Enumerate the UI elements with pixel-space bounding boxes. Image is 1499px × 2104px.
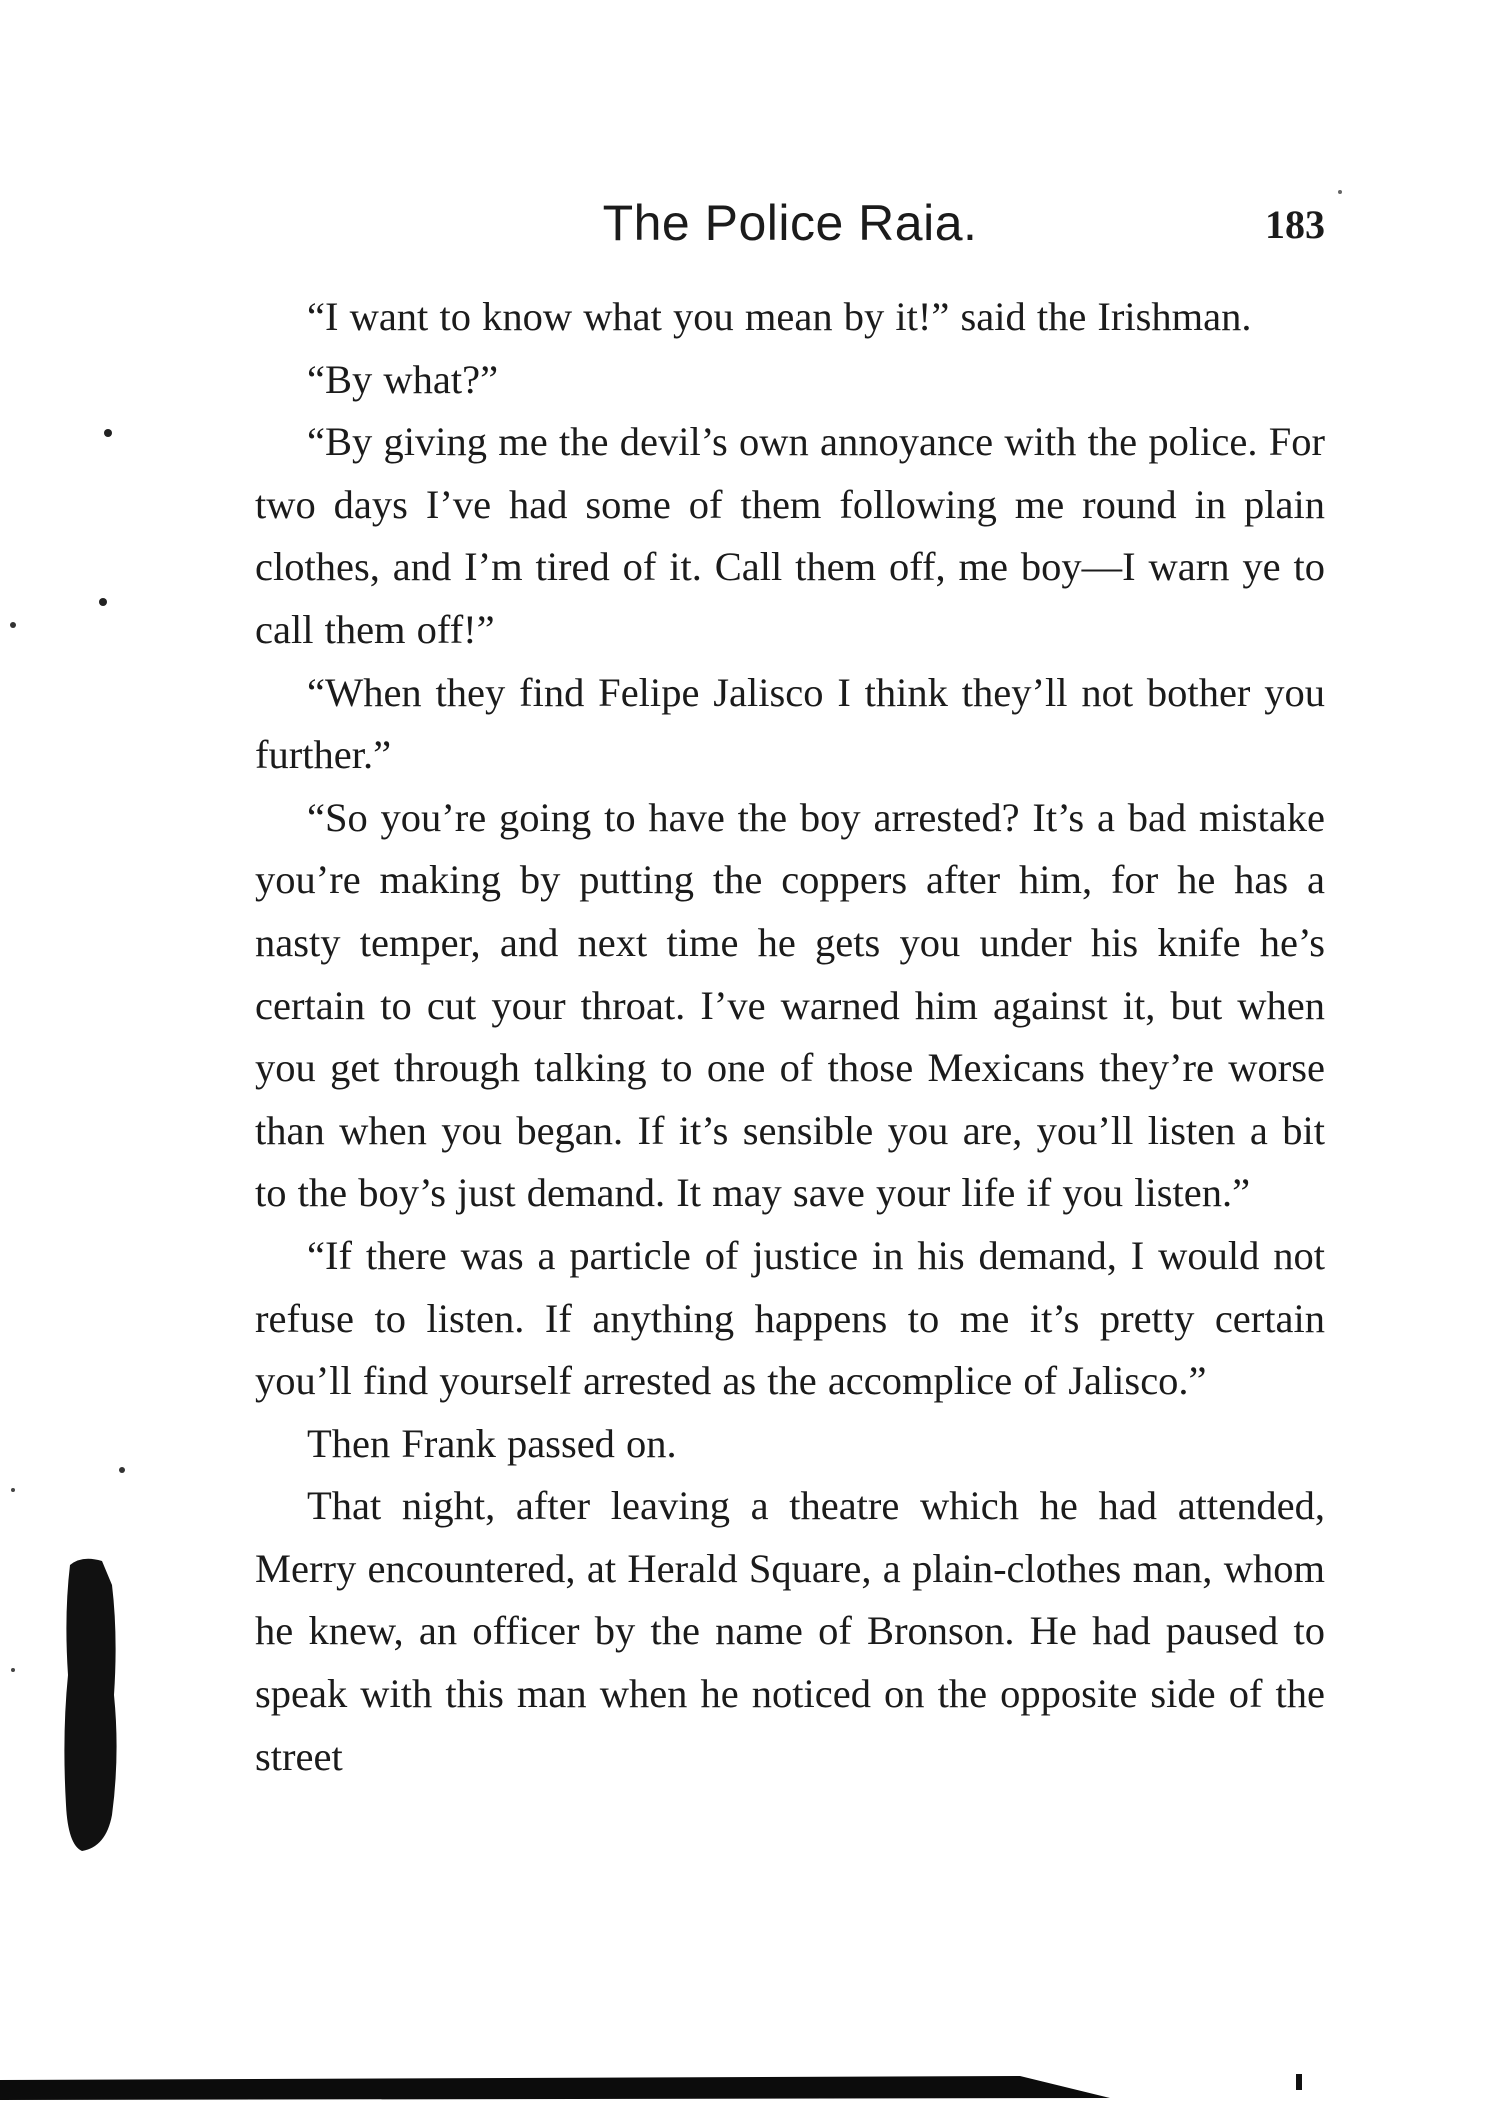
body-text xyxy=(255,286,1325,1788)
binding-shadow xyxy=(62,1555,120,1855)
paragraph: Then Frank passed on. xyxy=(307,1420,677,1466)
paragraph: “If there was a particle of justice in his demand, I would not refuse to listen. If anything happens to me it’s pretty certain you’ll find yourself arrested as the accomplice of Jalisco.” xyxy=(255,1232,1325,1404)
paragraph: “By giving me the devil’s own annoyance with the police. For two days I’ve had some of them following me round in plain clothes, and I’m tired of it. Call them off, me boy—I warn ye to call them off!” xyxy=(255,419,1325,652)
paragraph: That night, after leaving a theatre which he had attended, Merry encountered, at Herald Square, a plain-clothes man, whom he knew, an officer by the name of Bronson. He had paused to speak with this man when he noticed on the opposite side of the street xyxy=(255,1483,1325,1779)
running-head xyxy=(255,188,1325,258)
scan-edge-shadow xyxy=(0,2070,1499,2100)
paragraph: “When they find Felipe Jalisco I think they’ll not bother you further.” xyxy=(255,669,1325,778)
running-title: The Police Raia. xyxy=(602,195,978,251)
paragraph: “I want to know what you mean by it!” said the Irishman. xyxy=(307,294,1252,339)
page-number: 183 xyxy=(1265,202,1325,247)
paragraph: “So you’re going to have the boy arrested? It’s a bad mistake you’re making by putting the coppers after him, for he has a nasty temper, and next time he gets you under his knife he’s certain to cut your throat. I’ve warned him against it, but when you get through talking to one of those Mexicans they’re worse than when you began. If it’s sensible you are, you’ll listen a bit to the boy’s just demand. It may save your life if you listen.” xyxy=(255,794,1325,1216)
paragraph: “By what?” xyxy=(307,356,499,402)
